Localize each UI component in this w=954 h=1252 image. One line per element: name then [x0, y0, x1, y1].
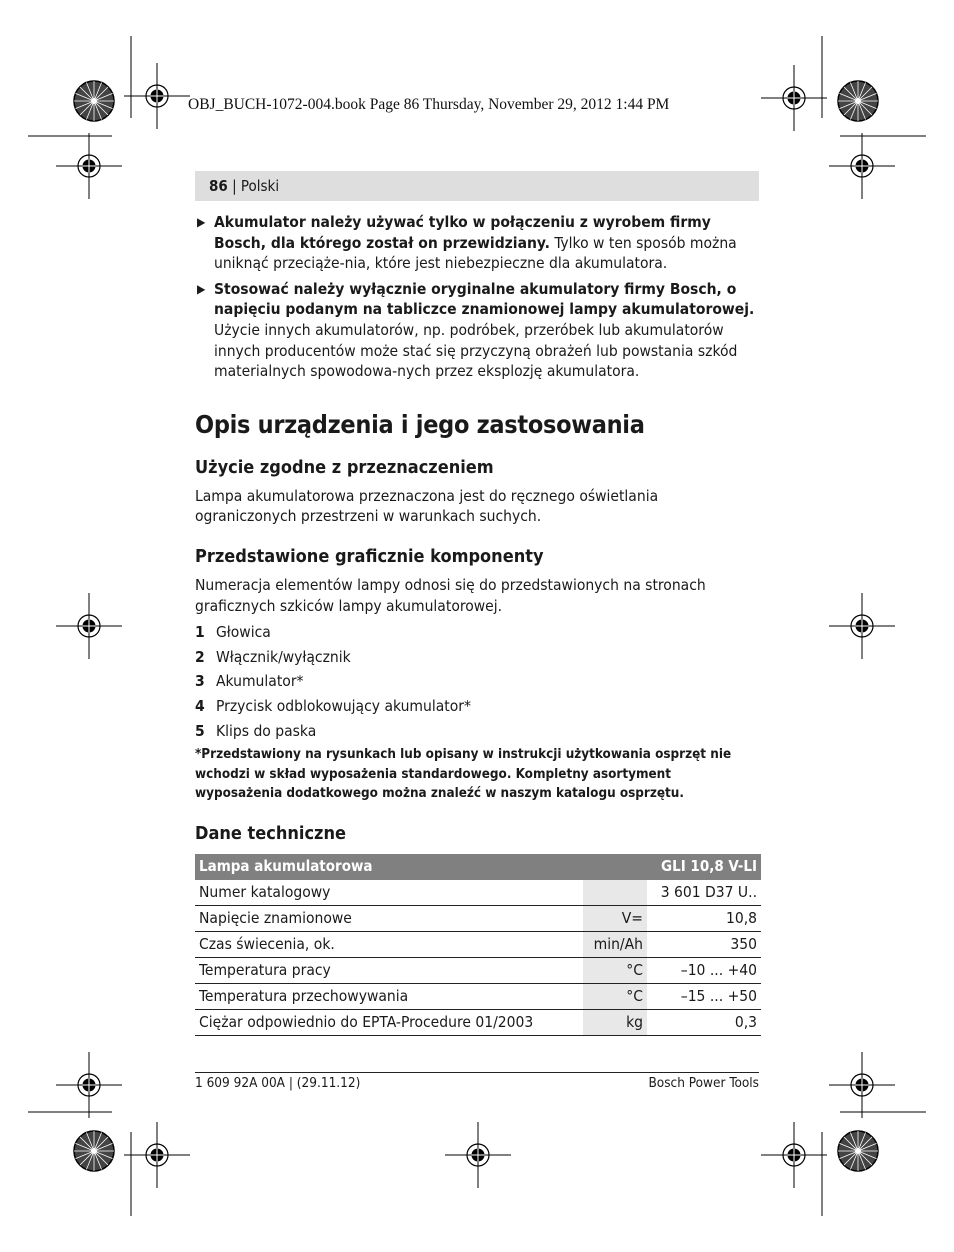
components-heading: Przedstawione graficznie komponenty	[195, 545, 544, 567]
table-row: Temperatura pracy °C –10 ... +40	[195, 957, 761, 983]
crosshair-icon	[761, 65, 827, 131]
crosshair-icon	[56, 1052, 122, 1118]
crosshair-icon	[445, 1122, 511, 1188]
star-target-icon	[74, 1131, 114, 1171]
components-list	[195, 620, 761, 743]
bullet-bold-text: Stosować należy wyłącznie oryginalne akumulatory firmy Bosch, o napięciu podanym na tabliczce znamionowej lampy akumulatorowej.	[214, 279, 755, 319]
section-language: Polski	[240, 177, 280, 195]
list-item: 3 Akumulator*	[195, 672, 304, 691]
use-text: Lampa akumulatorowa przeznaczona jest do ręcznego oświetlania ograniczonych przestrzeni w warunkach suchych.	[195, 486, 659, 526]
print-header: OBJ_BUCH-1072-004.book Page 86 Thursday, November 29, 2012 1:44 PM	[188, 96, 670, 113]
table-header-row	[195, 854, 761, 880]
page-content	[195, 212, 761, 1036]
crosshair-icon	[829, 133, 895, 199]
main-heading: Opis urządzenia i jego zastosowania	[195, 409, 645, 439]
page-number: 86	[209, 177, 228, 195]
list-item: 1 Głowica	[195, 623, 271, 642]
table-row: Numer katalogowy 3 601 D37 U..	[195, 880, 761, 906]
star-target-icon	[74, 81, 114, 121]
page-header-bar	[195, 171, 759, 201]
accessory-note: *Przedstawiony na rysunkach lub opisany w instrukcji użytkowania osprzęt nie wchodzi w skład wyposażenia standardowego. Kompletny asortyment wyposażenia dodatkowego można znaleźć w naszym katalogu osprzętu.	[195, 747, 732, 802]
bullet-arrow-icon: ▶	[197, 281, 206, 296]
bullet-text: Tylko w ten sposób można uniknąć przeciąże-nia, które jest niebezpieczne dla akumulatora.	[214, 233, 737, 273]
table-row: Czas świecenia, ok. min/Ah 350	[195, 931, 761, 957]
safety-bullet	[195, 212, 761, 274]
bullet-bold-text: Akumulator należy używać tylko w połączeniu z wyrobem firmy Bosch, dla którego został on przewidziany.	[214, 213, 711, 252]
footer-doc-number: 1 609 92A 00A | (29.11.12)	[195, 1075, 361, 1091]
crosshair-icon	[56, 593, 122, 659]
tech-data-table	[195, 854, 761, 1036]
list-item: 4 Przycisk odblokowujący akumulator*	[195, 696, 471, 715]
list-item: 2 Włącznik/wyłącznik	[195, 647, 351, 666]
star-target-icon	[838, 81, 878, 121]
page-separator: |	[227, 177, 241, 195]
table-row: Temperatura przechowywania °C –15 ... +50	[195, 983, 761, 1009]
use-heading: Użycie zgodne z przeznaczeniem	[195, 456, 494, 478]
table-row: Ciężar odpowiednio do EPTA-Procedure 01/2003 kg 0,3	[195, 1009, 761, 1035]
components-text: Numeracja elementów lampy odnosi się do przedstawionych na stronach graficznych szkiców lampy akumulatorowej.	[195, 575, 706, 615]
tech-heading: Dane techniczne	[195, 822, 346, 844]
table-header-model: GLI 10,8 V-LI	[647, 854, 761, 880]
bullet-text: Użycie innych akumulatorów, np. podróbek, przeróbek lub akumulatorów innych producentów może stać się przyczyną obrażeń lub powstania szkód materialnych spowodowa-nych przez eksplozję akumulatora.	[214, 320, 738, 381]
table-row: Napięcie znamionowe V= 10,8	[195, 905, 761, 931]
crosshair-icon	[56, 133, 122, 199]
crosshair-icon	[124, 1122, 190, 1188]
footer-divider	[195, 1072, 759, 1073]
bullet-arrow-icon: ▶	[197, 215, 206, 229]
safety-bullet	[195, 279, 761, 382]
star-target-icon	[838, 1131, 878, 1171]
crosshair-icon	[829, 593, 895, 659]
list-item: 5 Klips do paska	[195, 721, 317, 740]
table-header-product: Lampa akumulatorowa	[195, 854, 647, 880]
crosshair-icon	[829, 1052, 895, 1118]
crosshair-icon	[761, 1122, 827, 1188]
crosshair-icon	[124, 63, 190, 129]
footer-brand: Bosch Power Tools	[648, 1075, 759, 1091]
